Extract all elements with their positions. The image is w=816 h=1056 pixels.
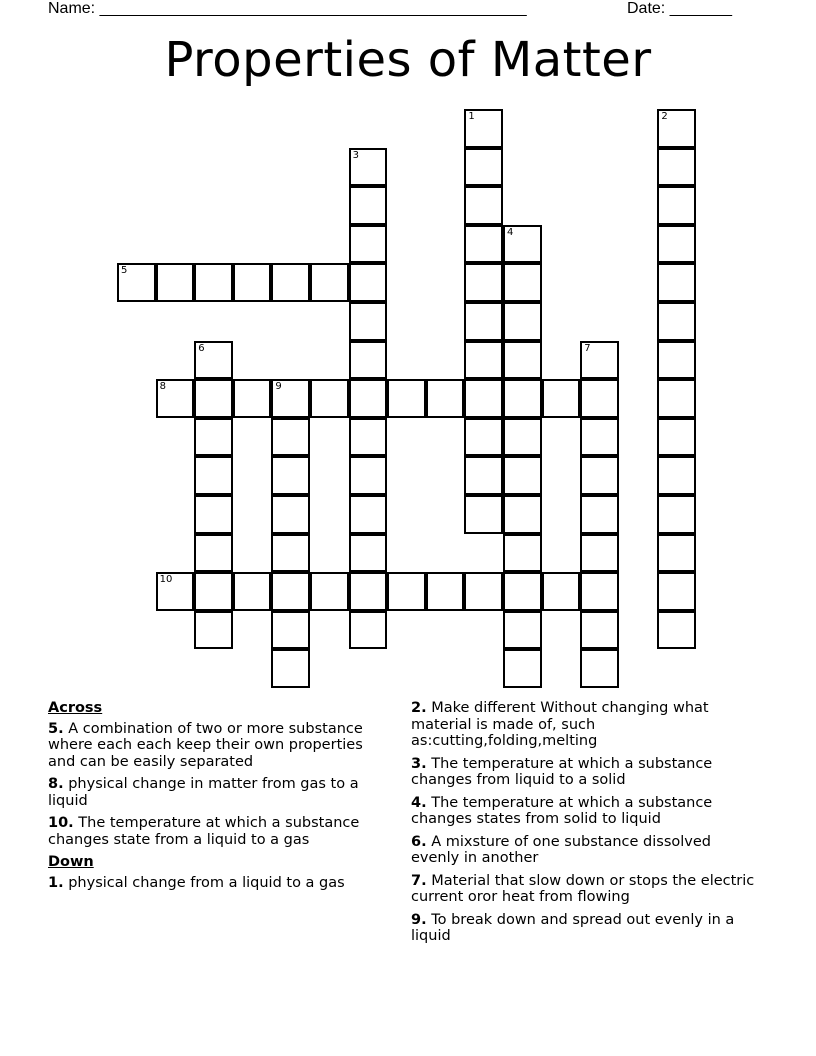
crossword-cell[interactable] (194, 379, 233, 418)
clue-down-7 (411, 873, 756, 906)
clue-text: physical change in matter from gas to a liquid (48, 776, 359, 809)
crossword-cell[interactable] (657, 418, 696, 457)
crossword-cell[interactable] (194, 611, 233, 650)
clue-number: 9. (411, 911, 427, 928)
crossword-cell[interactable] (194, 572, 233, 611)
crossword-cell[interactable] (310, 572, 349, 611)
page-title: Properties of Matter (164, 32, 652, 88)
clue-text: physical change from a liquid to a gas (68, 874, 345, 891)
crossword-cell[interactable] (464, 263, 503, 302)
crossword-cell[interactable] (657, 263, 696, 302)
crossword-cell[interactable] (503, 572, 542, 611)
crossword-cell[interactable] (503, 611, 542, 650)
clue-number: 3. (411, 755, 427, 772)
clue-across-10 (48, 815, 393, 848)
crossword-cell[interactable] (233, 379, 272, 418)
clue-text: Make different Without changing what material is made of, such as:cutting,folding,melting (411, 700, 709, 749)
crossword-cell[interactable] (503, 263, 542, 302)
crossword-cell[interactable] (349, 572, 388, 611)
date-field-label: Date: _______ (627, 0, 732, 17)
clue-across-5 (48, 721, 393, 771)
crossword-cell[interactable] (657, 572, 696, 611)
crossword-cell[interactable] (464, 418, 503, 457)
crossword-cell[interactable] (194, 534, 233, 573)
crossword-cell[interactable] (464, 302, 503, 341)
crossword-cell[interactable] (657, 456, 696, 495)
crossword-cell[interactable] (349, 186, 388, 225)
crossword-cell[interactable] (387, 379, 426, 418)
crossword-cell[interactable] (580, 649, 619, 688)
crossword-cell[interactable] (271, 649, 310, 688)
crossword-cell[interactable] (387, 572, 426, 611)
crossword-cell[interactable] (503, 225, 542, 264)
clue-text: Material that slow down or stops the electric current oror heat from flowing (411, 872, 755, 905)
clue-number: 2. (411, 700, 427, 716)
crossword-cell[interactable] (542, 572, 581, 611)
clue-number-label: 1 (468, 111, 475, 122)
crossword-cell[interactable] (503, 302, 542, 341)
clue-down-3 (411, 756, 756, 789)
crossword-cell[interactable] (349, 456, 388, 495)
crossword-cell[interactable] (464, 379, 503, 418)
crossword-cell[interactable] (233, 263, 272, 302)
crossword-cell[interactable] (503, 649, 542, 688)
clue-number: 6. (411, 833, 427, 850)
clue-text: To break down and spread out evenly in a liquid (411, 911, 735, 944)
crossword-cell[interactable] (194, 263, 233, 302)
crossword-cell[interactable] (503, 456, 542, 495)
crossword-cell[interactable] (542, 379, 581, 418)
clue-down-2 (411, 700, 756, 750)
name-field-label: Name: ________________________________________________ (48, 0, 527, 17)
crossword-cell[interactable] (194, 418, 233, 457)
clue-number: 4. (411, 794, 427, 811)
crossword-cell[interactable] (271, 263, 310, 302)
crossword-cell[interactable] (580, 418, 619, 457)
crossword-cell[interactable] (657, 534, 696, 573)
clue-text: The temperature at which a substance changes from liquid to a solid (411, 755, 713, 788)
crossword-cell[interactable] (580, 495, 619, 534)
crossword-cell[interactable] (349, 418, 388, 457)
crossword-cell[interactable] (464, 186, 503, 225)
crossword-cell[interactable] (464, 148, 503, 187)
crossword-cell[interactable] (464, 109, 503, 148)
clue-down-6 (411, 834, 756, 867)
crossword-cell[interactable] (271, 379, 310, 418)
clue-number: 7. (411, 872, 427, 889)
clue-number-label: 7 (584, 342, 591, 354)
crossword-cell[interactable] (194, 341, 233, 380)
crossword-cell[interactable] (349, 495, 388, 534)
clue-number-label: 4 (507, 226, 514, 238)
crossword-cell[interactable] (271, 456, 310, 495)
clue-text: The temperature at which a substance changes state from a liquid to a gas (48, 815, 360, 848)
clue-text: A mixsture of one substance dissolved evenly in another (411, 833, 711, 866)
clues-left-column (48, 700, 393, 897)
crossword-cell[interactable] (194, 495, 233, 534)
crossword-cell[interactable] (194, 456, 233, 495)
across-heading: Across (48, 700, 103, 716)
crossword-cell[interactable] (657, 225, 696, 264)
crossword-cell[interactable] (349, 341, 388, 380)
crossword-cell[interactable] (156, 263, 195, 302)
clue-down-9 (411, 912, 756, 945)
crossword-cell[interactable] (349, 148, 388, 187)
crossword-cell[interactable] (271, 418, 310, 457)
clues-right-column (411, 700, 756, 951)
clue-number-label: 10 (159, 574, 173, 586)
crossword-cell[interactable] (156, 379, 195, 418)
crossword-cell[interactable] (349, 611, 388, 650)
crossword-cell[interactable] (349, 302, 388, 341)
crossword-cell[interactable] (464, 456, 503, 495)
clue-across-8 (48, 776, 393, 809)
crossword-cell[interactable] (580, 456, 619, 495)
crossword-cell[interactable] (503, 495, 542, 534)
crossword-cell[interactable] (464, 341, 503, 380)
crossword-cell[interactable] (503, 534, 542, 573)
clue-number-label: 5 (121, 265, 128, 277)
crossword-cell[interactable] (657, 148, 696, 187)
crossword-cell[interactable] (580, 572, 619, 611)
clue-number-label: 3 (352, 149, 359, 161)
down-heading: Down (48, 854, 94, 870)
clue-number-label: 8 (159, 381, 166, 393)
clue-number: 8. (48, 776, 64, 792)
crossword-cell[interactable] (503, 418, 542, 457)
crossword-cell[interactable] (156, 572, 195, 611)
crossword-cell[interactable] (464, 495, 503, 534)
crossword-cell[interactable] (464, 572, 503, 611)
crossword-cell[interactable] (271, 534, 310, 573)
crossword-cell[interactable] (271, 572, 310, 611)
clue-number: 5. (48, 720, 64, 737)
crossword-cell[interactable] (426, 572, 465, 611)
crossword-cell[interactable] (310, 379, 349, 418)
crossword-cell[interactable] (657, 302, 696, 341)
crossword-cell[interactable] (580, 534, 619, 573)
crossword-cell[interactable] (503, 341, 542, 380)
crossword-cell[interactable] (464, 225, 503, 264)
crossword-cell[interactable] (349, 225, 388, 264)
clue-down-1 (48, 875, 393, 892)
clue-text: The temperature at which a substance changes states from solid to liquid (411, 794, 713, 827)
crossword-cell[interactable] (271, 611, 310, 650)
crossword-cell[interactable] (657, 341, 696, 380)
crossword-cell[interactable] (117, 263, 156, 302)
crossword-cell[interactable] (310, 263, 349, 302)
crossword-cell[interactable] (349, 379, 388, 418)
crossword-cell[interactable] (657, 611, 696, 650)
clue-number-label: 6 (198, 342, 205, 354)
crossword-cell[interactable] (349, 263, 388, 302)
crossword-cell[interactable] (426, 379, 465, 418)
crossword-cell[interactable] (349, 534, 388, 573)
crossword-cell[interactable] (657, 379, 696, 418)
clue-number-label: 9 (275, 381, 282, 393)
crossword-cell[interactable] (503, 379, 542, 418)
crossword-cell[interactable] (657, 186, 696, 225)
crossword-cell[interactable] (233, 572, 272, 611)
crossword-cell[interactable] (580, 379, 619, 418)
crossword-cell[interactable] (657, 109, 696, 148)
clue-text: A combination of two or more substance where each each keep their own properties and can be easily separated (48, 720, 363, 770)
crossword-cell[interactable] (580, 341, 619, 380)
clue-down-4 (411, 795, 756, 828)
crossword-cell[interactable] (580, 611, 619, 650)
clue-number-label: 2 (661, 111, 668, 122)
clue-number: 1. (48, 874, 64, 891)
crossword-cell[interactable] (271, 495, 310, 534)
clue-number: 10. (48, 815, 74, 831)
crossword-cell[interactable] (657, 495, 696, 534)
